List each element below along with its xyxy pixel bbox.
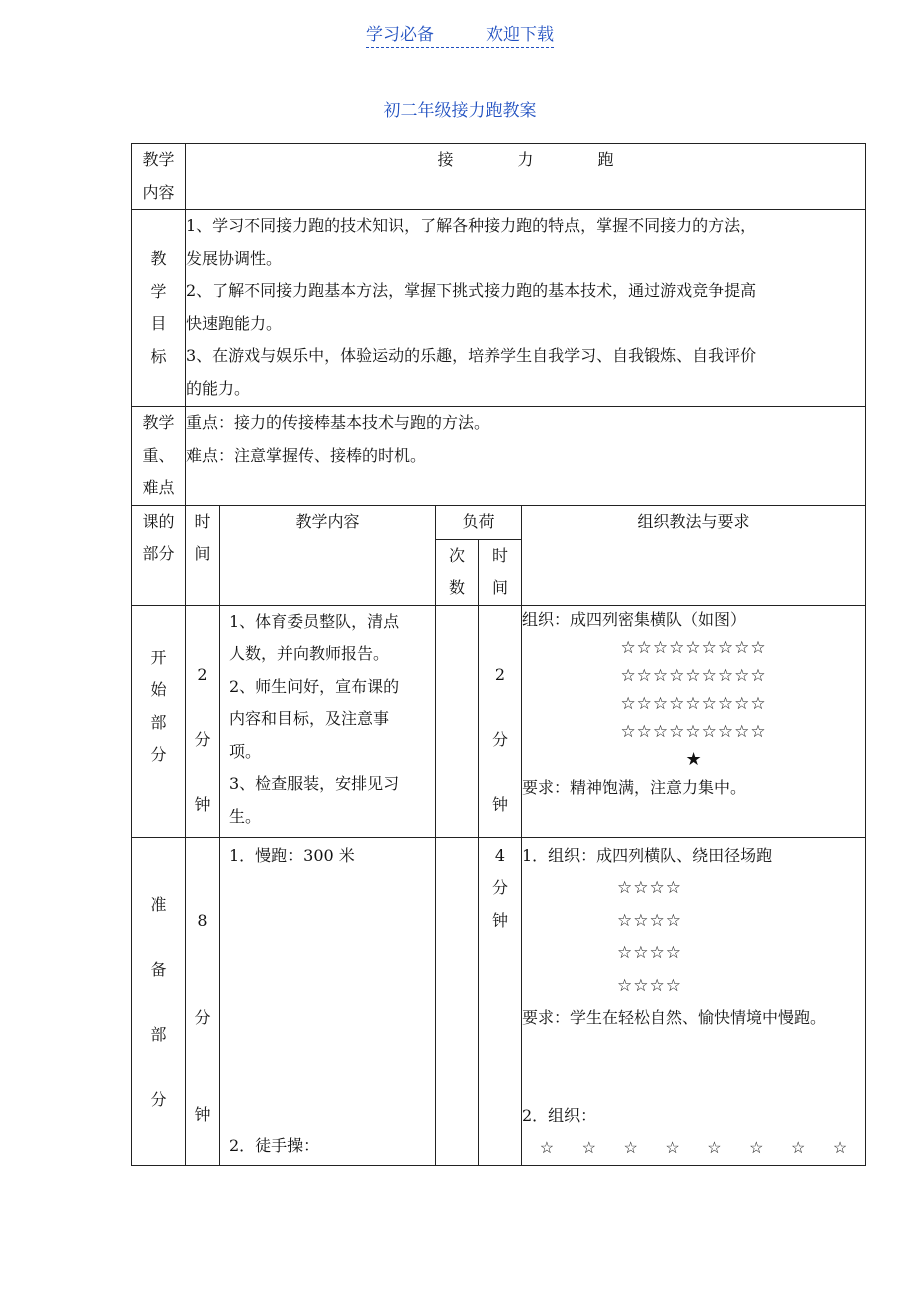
- goal-line: 的能力。: [186, 378, 251, 398]
- content-label: 教学 内容: [132, 144, 186, 210]
- header-right-text: 欢迎下载: [486, 25, 554, 45]
- goal-line: 2、了解不同接力跑基本方法，掌握下挑式接力跑的基本技术，通过游戏竞争提高: [186, 281, 757, 300]
- goal-line: 3、在游戏与娱乐中，体验运动的乐趣，培养学生自我学习、自我锻炼、自我评价: [186, 346, 757, 365]
- keypoints-row: [132, 407, 866, 506]
- goals-row: [132, 210, 866, 407]
- lesson-plan-table: [131, 143, 866, 1166]
- prep-section-row: [132, 837, 866, 1165]
- prep-content: 1．慢跑：300 米 2．徒手操：: [220, 837, 436, 1165]
- load-header: 负荷: [436, 505, 522, 539]
- keypoints-label: 教学 重、 难点: [132, 407, 186, 506]
- part-header: 课的 部分: [132, 505, 186, 605]
- star-icon: ☆: [832, 1138, 848, 1157]
- start-time: 2 分 钟: [186, 605, 220, 837]
- prep-org2-text: 2．组织：: [522, 1105, 597, 1125]
- load-time-header: 时 间: [479, 539, 522, 605]
- goals-text: [186, 210, 866, 407]
- content-header: 教学内容: [220, 505, 436, 605]
- goal-line: 快速跑能力。: [186, 313, 283, 333]
- count-header: 次 数: [436, 539, 479, 605]
- start-load-time: 2 分 钟: [479, 605, 522, 837]
- time-header: 时 间: [186, 505, 220, 605]
- star-icon: ☆: [791, 1138, 806, 1157]
- start-requirement: 要求：精神饱满，注意力集中。: [522, 777, 747, 797]
- run-star-row: ☆☆☆☆: [617, 943, 682, 963]
- keypoint-line: 重点：接力的传接棒基本技术与跑的方法。: [186, 413, 491, 432]
- prep-requirement: 要求：学生在轻松自然、愉快情境中慢跑。: [522, 1008, 827, 1027]
- prep-org-text: 1．组织：成四列横队、绕田径场跑: [522, 845, 773, 865]
- section-header-row: [132, 505, 866, 539]
- content-value: 接 力 跑: [186, 144, 866, 210]
- formation-star-row: ☆☆☆☆☆☆☆☆☆: [620, 665, 767, 686]
- start-part-label: 开 始 部 分: [132, 605, 186, 837]
- star-icon: ☆: [623, 1138, 638, 1157]
- star-icon: ☆: [539, 1138, 555, 1157]
- prep-method: [522, 837, 866, 1165]
- header-left-text: 学习必备: [366, 25, 434, 45]
- start-content: 1、体育委员整队，清点 人数，并向教师报告。 2、师生问好，宣布课的 内容和目标，及注意事 项。 3、检查服装，安排见习 生。: [220, 605, 436, 837]
- prep-part-label: 准 备 部 分: [132, 837, 186, 1165]
- keypoints-text: [186, 407, 866, 506]
- goal-line: 1、学习不同接力跑的技术知识，了解各种接力跑的特点，掌握不同接力的方法，: [186, 216, 757, 235]
- prep-count: [436, 837, 479, 1165]
- start-method: [522, 605, 866, 837]
- content-row: [132, 144, 866, 210]
- run-star-row: ☆☆☆☆: [617, 910, 682, 931]
- star-icon: ☆: [581, 1138, 596, 1157]
- header-banner: [366, 20, 554, 48]
- keypoint-line: 难点：注意掌握传、接棒的时机。: [186, 445, 427, 465]
- start-org-text: 组织：成四列密集横队（如图）: [522, 609, 747, 629]
- formation-star-row: ☆☆☆☆☆☆☆☆☆: [620, 693, 767, 714]
- run-star-row: ☆☆☆☆: [617, 878, 682, 898]
- run-star-row: ☆☆☆☆: [617, 975, 682, 996]
- method-header: 组织教法与要求: [522, 505, 866, 605]
- goals-label: 教 学 目 标: [132, 210, 186, 407]
- prep-load-time: 4 分 钟: [479, 837, 522, 1165]
- star-icon: ☆: [665, 1138, 680, 1157]
- formation-star-row: ☆☆☆☆☆☆☆☆☆: [620, 721, 767, 742]
- formation-star-row: ☆☆☆☆☆☆☆☆☆: [620, 637, 767, 658]
- prep-time: 8 分 钟: [186, 837, 220, 1165]
- star-icon: ☆: [749, 1138, 764, 1157]
- document-title: 初二年级接力跑教案: [383, 101, 537, 121]
- exercise-star-row: [522, 1132, 865, 1165]
- start-count: [436, 605, 479, 837]
- star-icon: ☆: [707, 1138, 722, 1157]
- teacher-star-icon: ★: [685, 748, 702, 770]
- goal-line: 发展协调性。: [186, 248, 283, 268]
- page-header: [0, 20, 920, 48]
- start-section-row: [132, 605, 866, 837]
